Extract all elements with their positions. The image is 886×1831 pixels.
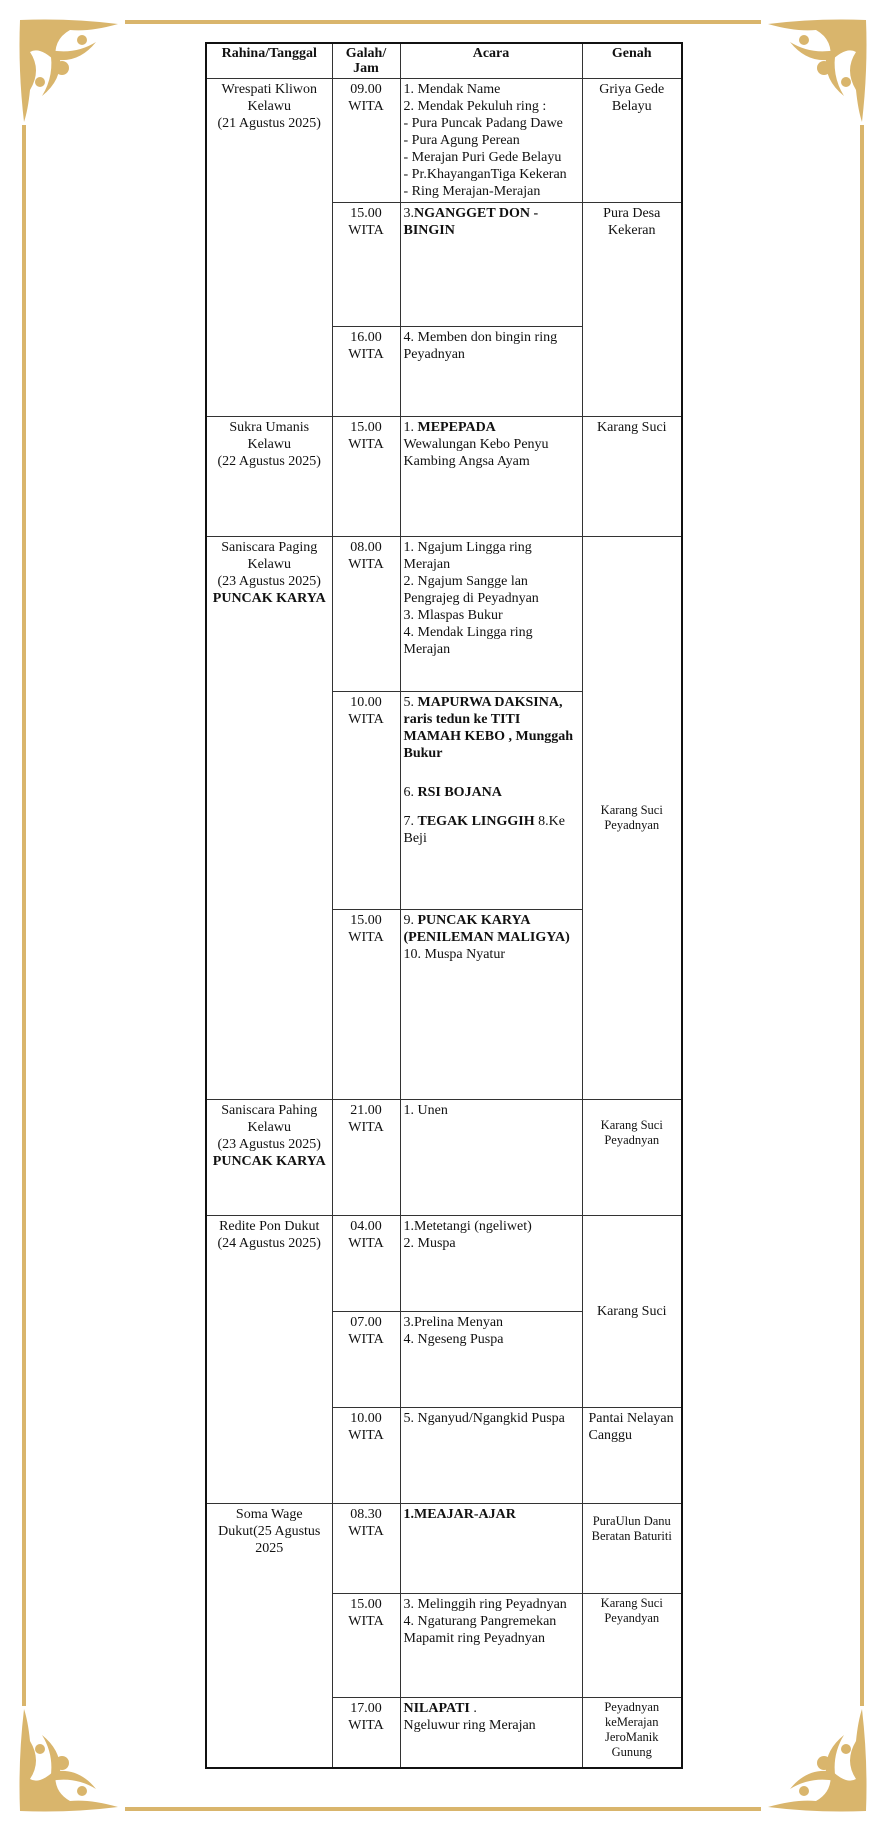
table-row <box>206 1504 682 1594</box>
time-cell: 15.00 WITA <box>332 1594 400 1698</box>
table-row <box>206 417 682 537</box>
place-cell: Griya Gede Belayu <box>582 79 682 203</box>
event-cell: 1. MEPEPADA Wewalungan Kebo Penyu Kambing Angsa Ayam <box>400 417 582 537</box>
event-cell: 5. Nganyud/Ngangkid Puspa <box>400 1408 582 1504</box>
header-time: Galah/ Jam <box>332 43 400 79</box>
time-cell: 10.00 WITA <box>332 692 400 910</box>
time-cell: 15.00 WITA <box>332 910 400 1100</box>
day-cell: Sukra Umanis Kelawu (22 Agustus 2025) <box>206 417 332 537</box>
header-event: Acara <box>400 43 582 79</box>
place-cell: Karang Suci <box>582 1216 682 1408</box>
schedule-document <box>205 42 683 1769</box>
place-cell: Karang Suci Peyadnyan <box>582 1100 682 1216</box>
table-row <box>206 79 682 203</box>
time-cell: 08.00 WITA <box>332 537 400 692</box>
event-cell: 1. Unen <box>400 1100 582 1216</box>
place-cell: Peyadnyan keMerajan JeroManik Gunung <box>582 1698 682 1768</box>
time-cell: 10.00 WITA <box>332 1408 400 1504</box>
place-cell: Pantai Nelayan Canggu <box>582 1408 682 1504</box>
event-cell: 1. Mendak Name 2. Mendak Pekuluh ring : - Pura Puncak Padang Dawe - Pura Agung Perean - Merajan Puri Gede Belayu - Pr.KhayanganTiga Kekeran - Ring Merajan-Merajan <box>400 79 582 203</box>
day-cell: Saniscara Paging Kelawu (23 Agustus 2025) PUNCAK KARYA <box>206 537 332 1100</box>
day-cell: Redite Pon Dukut (24 Agustus 2025) <box>206 1216 332 1504</box>
time-cell: 07.00 WITA <box>332 1312 400 1408</box>
event-cell: NILAPATI . Ngeluwur ring Merajan <box>400 1698 582 1768</box>
event-cell: 1.MEAJAR-AJAR <box>400 1504 582 1594</box>
event-cell: 9. PUNCAK KARYA (PENILEMAN MALIGYA) 10. Muspa Nyatur <box>400 910 582 1100</box>
time-cell: 21.00 WITA <box>332 1100 400 1216</box>
place-cell: Karang Suci <box>582 417 682 537</box>
header-place: Genah <box>582 43 682 79</box>
time-cell: 09.00 WITA <box>332 79 400 203</box>
time-cell: 15.00 WITA <box>332 417 400 537</box>
event-cell: 5. MAPURWA DAKSINA, raris tedun ke TITI MAMAH KEBO , Munggah Bukur 6. RSI BOJANA 7. TEGAK LINGGIH 8.Ke Beji <box>400 692 582 910</box>
table-row <box>206 1216 682 1312</box>
time-cell: 08.30 WITA <box>332 1504 400 1594</box>
event-cell: 4. Memben don bingin ring Peyadnyan <box>400 327 582 417</box>
header-day: Rahina/Tanggal <box>206 43 332 79</box>
place-cell: Pura Desa Kekeran <box>582 203 682 417</box>
time-cell: 16.00 WITA <box>332 327 400 417</box>
place-cell: Karang Suci Peyandyan <box>582 1594 682 1698</box>
table-row <box>206 1100 682 1216</box>
day-cell: Soma Wage Dukut(25 Agustus 2025 <box>206 1504 332 1768</box>
schedule-table <box>205 42 683 1769</box>
place-cell: PuraUlun Danu Beratan Baturiti <box>582 1504 682 1594</box>
table-header-row <box>206 43 682 79</box>
time-cell: 15.00 WITA <box>332 203 400 327</box>
event-cell: 1. Ngajum Lingga ring Merajan 2. Ngajum Sangge lan Pengrajeg di Peyadnyan 3. Mlaspas Bukur 4. Mendak Lingga ring Merajan <box>400 537 582 692</box>
event-cell: 3.NGANGGET DON - BINGIN <box>400 203 582 327</box>
day-cell: Wrespati Kliwon Kelawu (21 Agustus 2025) <box>206 79 332 417</box>
event-cell: 3.Prelina Menyan 4. Ngeseng Puspa <box>400 1312 582 1408</box>
table-row <box>206 537 682 692</box>
event-cell: 3. Melinggih ring Peyadnyan 4. Ngaturang Pangremekan Mapamit ring Peyadnyan <box>400 1594 582 1698</box>
time-cell: 04.00 WITA <box>332 1216 400 1312</box>
event-cell: 1.Metetangi (ngeliwet) 2. Muspa <box>400 1216 582 1312</box>
day-cell: Saniscara Pahing Kelawu (23 Agustus 2025) PUNCAK KARYA <box>206 1100 332 1216</box>
place-cell: Karang Suci Peyadnyan <box>582 537 682 1100</box>
time-cell: 17.00 WITA <box>332 1698 400 1768</box>
